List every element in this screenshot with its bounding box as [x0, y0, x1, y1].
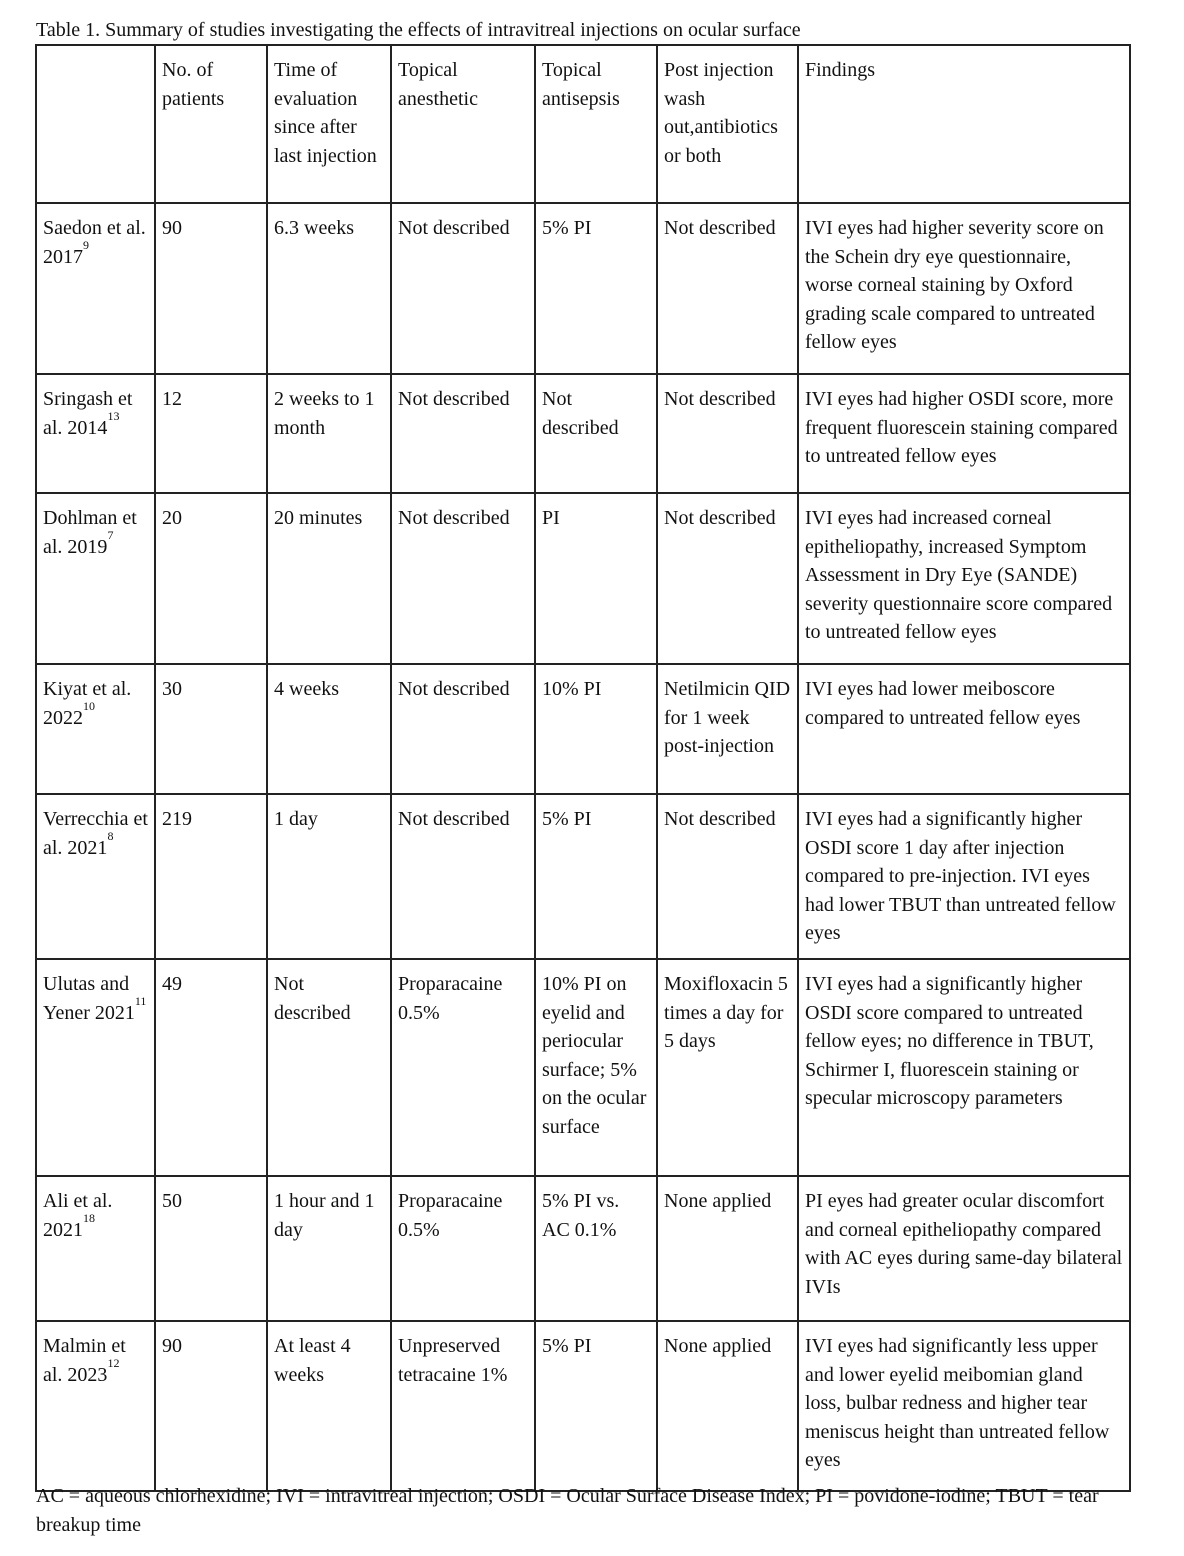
- antisepsis-cell: 10% PI on eyelid and periocular surface; 5% on the ocular surface: [535, 959, 657, 1176]
- reference-number: 13: [107, 408, 120, 423]
- study-name: Ali et al. 2021: [43, 1189, 113, 1241]
- post-injection-cell: Not described: [657, 493, 798, 664]
- time-cell: 1 day: [267, 794, 391, 959]
- header-cell-patients: No. of patients: [155, 45, 267, 203]
- patients-cell: 30: [155, 664, 267, 794]
- anesthetic-cell: Not described: [391, 493, 535, 664]
- anesthetic-cell: Not described: [391, 664, 535, 794]
- study-name: Sringash et al. 2014: [43, 388, 133, 439]
- patients-cell: 90: [155, 203, 267, 374]
- reference-number: 9: [83, 237, 89, 252]
- header-cell-findings: Findings: [798, 45, 1130, 203]
- findings-cell: IVI eyes had lower meiboscore compared to untreated fellow eyes: [798, 664, 1130, 794]
- anesthetic-cell: Not described: [391, 794, 535, 959]
- patients-cell: 50: [155, 1176, 267, 1321]
- study-cell: [36, 203, 155, 374]
- study-cell: [36, 794, 155, 959]
- study-name: Saedon et al. 2017: [43, 217, 146, 268]
- study-cell: [36, 493, 155, 664]
- table-footnote: AC = aqueous chlorhexidine; IVI = intravitreal injection; OSDI = Ocular Surface Disease Index; PI = povidone-iodine; TBUT = tear breakup time: [36, 1485, 1099, 1536]
- antisepsis-cell: 5% PI vs. AC 0.1%: [535, 1176, 657, 1321]
- time-cell: 20 minutes: [267, 493, 391, 664]
- study-cell: [36, 1176, 155, 1321]
- time-cell: At least 4 weeks: [267, 1321, 391, 1491]
- antisepsis-cell: PI: [535, 493, 657, 664]
- patients-cell: 90: [155, 1321, 267, 1491]
- table-row: [36, 203, 1130, 374]
- table-row: [36, 959, 1130, 1176]
- findings-cell: IVI eyes had a significantly higher OSDI score 1 day after injection compared to pre-injection. IVI eyes had lower TBUT than untreated fellow eyes: [798, 794, 1130, 959]
- post-injection-cell: Not described: [657, 203, 798, 374]
- header-cell-antisepsis: Topical antisepsis: [535, 45, 657, 203]
- reference-number: 7: [107, 527, 114, 542]
- header-cell-blank: [36, 45, 155, 203]
- reference-number: 11: [134, 993, 147, 1008]
- study-name: Dohlman et al. 2019: [43, 507, 137, 558]
- study-cell: [36, 664, 155, 794]
- reference-number: 10: [83, 698, 95, 713]
- header-cell-time: Time of evaluation since after last injection: [267, 45, 391, 203]
- study-cell: [36, 374, 155, 493]
- header-cell-post-injection: Post injection wash out,antibiotics or both: [657, 45, 798, 203]
- findings-cell: PI eyes had greater ocular discomfort and corneal epitheliopathy compared with AC eyes during same-day bilateral IVIs: [798, 1176, 1130, 1321]
- patients-cell: 219: [155, 794, 267, 959]
- post-injection-cell: Not described: [657, 374, 798, 493]
- table-row: [36, 794, 1130, 959]
- header-cell-anesthetic: Topical anesthetic: [391, 45, 535, 203]
- antisepsis-cell: Not described: [535, 374, 657, 493]
- post-injection-cell: Not described: [657, 794, 798, 959]
- time-cell: 4 weeks: [267, 664, 391, 794]
- time-cell: 2 weeks to 1 month: [267, 374, 391, 493]
- time-cell: Not described: [267, 959, 391, 1176]
- patients-cell: 49: [155, 959, 267, 1176]
- antisepsis-cell: 5% PI: [535, 1321, 657, 1491]
- anesthetic-cell: Not described: [391, 374, 535, 493]
- study-name: Malmin et al. 2023: [43, 1334, 126, 1386]
- time-cell: 6.3 weeks: [267, 203, 391, 374]
- anesthetic-cell: Not described: [391, 203, 535, 374]
- findings-cell: IVI eyes had significantly less upper and lower eyelid meibomian gland loss, bulbar redness and higher tear meniscus height than untreated fellow eyes: [798, 1321, 1130, 1491]
- study-cell: [36, 1321, 155, 1491]
- patients-cell: 12: [155, 374, 267, 493]
- reference-number: 12: [107, 1355, 120, 1370]
- post-injection-cell: None applied: [657, 1176, 798, 1321]
- post-injection-cell: Moxifloxacin 5 times a day for 5 days: [657, 959, 798, 1176]
- findings-cell: IVI eyes had a significantly higher OSDI score compared to untreated fellow eyes; no difference in TBUT, Schirmer I, fluorescein staining or specular microscopy parameters: [798, 959, 1130, 1176]
- table-row: [36, 374, 1130, 493]
- antisepsis-cell: 5% PI: [535, 794, 657, 959]
- antisepsis-cell: 10% PI: [535, 664, 657, 794]
- study-name: Verrecchia et al. 2021: [43, 808, 148, 859]
- reference-number: 18: [83, 1210, 95, 1225]
- anesthetic-cell: Unpreserved tetracaine 1%: [391, 1321, 535, 1491]
- table-row: [36, 664, 1130, 794]
- study-name: Kiyat et al. 2022: [43, 678, 132, 729]
- findings-cell: IVI eyes had higher OSDI score, more frequent fluorescein staining compared to untreated fellow eyes: [798, 374, 1130, 493]
- post-injection-cell: None applied: [657, 1321, 798, 1491]
- post-injection-cell: Netilmicin QID for 1 week post-injection: [657, 664, 798, 794]
- findings-cell: IVI eyes had higher severity score on the Schein dry eye questionnaire, worse corneal staining by Oxford grading scale compared to untreated fellow eyes: [798, 203, 1130, 374]
- findings-cell: IVI eyes had increased corneal epitheliopathy, increased Symptom Assessment in Dry Eye (SANDE) severity questionnaire score compared to untreated fellow eyes: [798, 493, 1130, 664]
- table-row: [36, 493, 1130, 664]
- anesthetic-cell: Proparacaine 0.5%: [391, 1176, 535, 1321]
- table-row: [36, 1321, 1130, 1491]
- study-cell: [36, 959, 155, 1176]
- table-row: [36, 1176, 1130, 1321]
- antisepsis-cell: 5% PI: [535, 203, 657, 374]
- reference-number: 8: [107, 828, 114, 843]
- patients-cell: 20: [155, 493, 267, 664]
- header-row: [36, 45, 1130, 203]
- study-name: Ulutas and Yener 2021: [43, 972, 135, 1024]
- table-caption: Table 1. Summary of studies investigating the effects of intravitreal injections on ocular surface: [36, 19, 801, 41]
- time-cell: 1 hour and 1 day: [267, 1176, 391, 1321]
- anesthetic-cell: Proparacaine 0.5%: [391, 959, 535, 1176]
- studies-table: [35, 44, 1131, 1492]
